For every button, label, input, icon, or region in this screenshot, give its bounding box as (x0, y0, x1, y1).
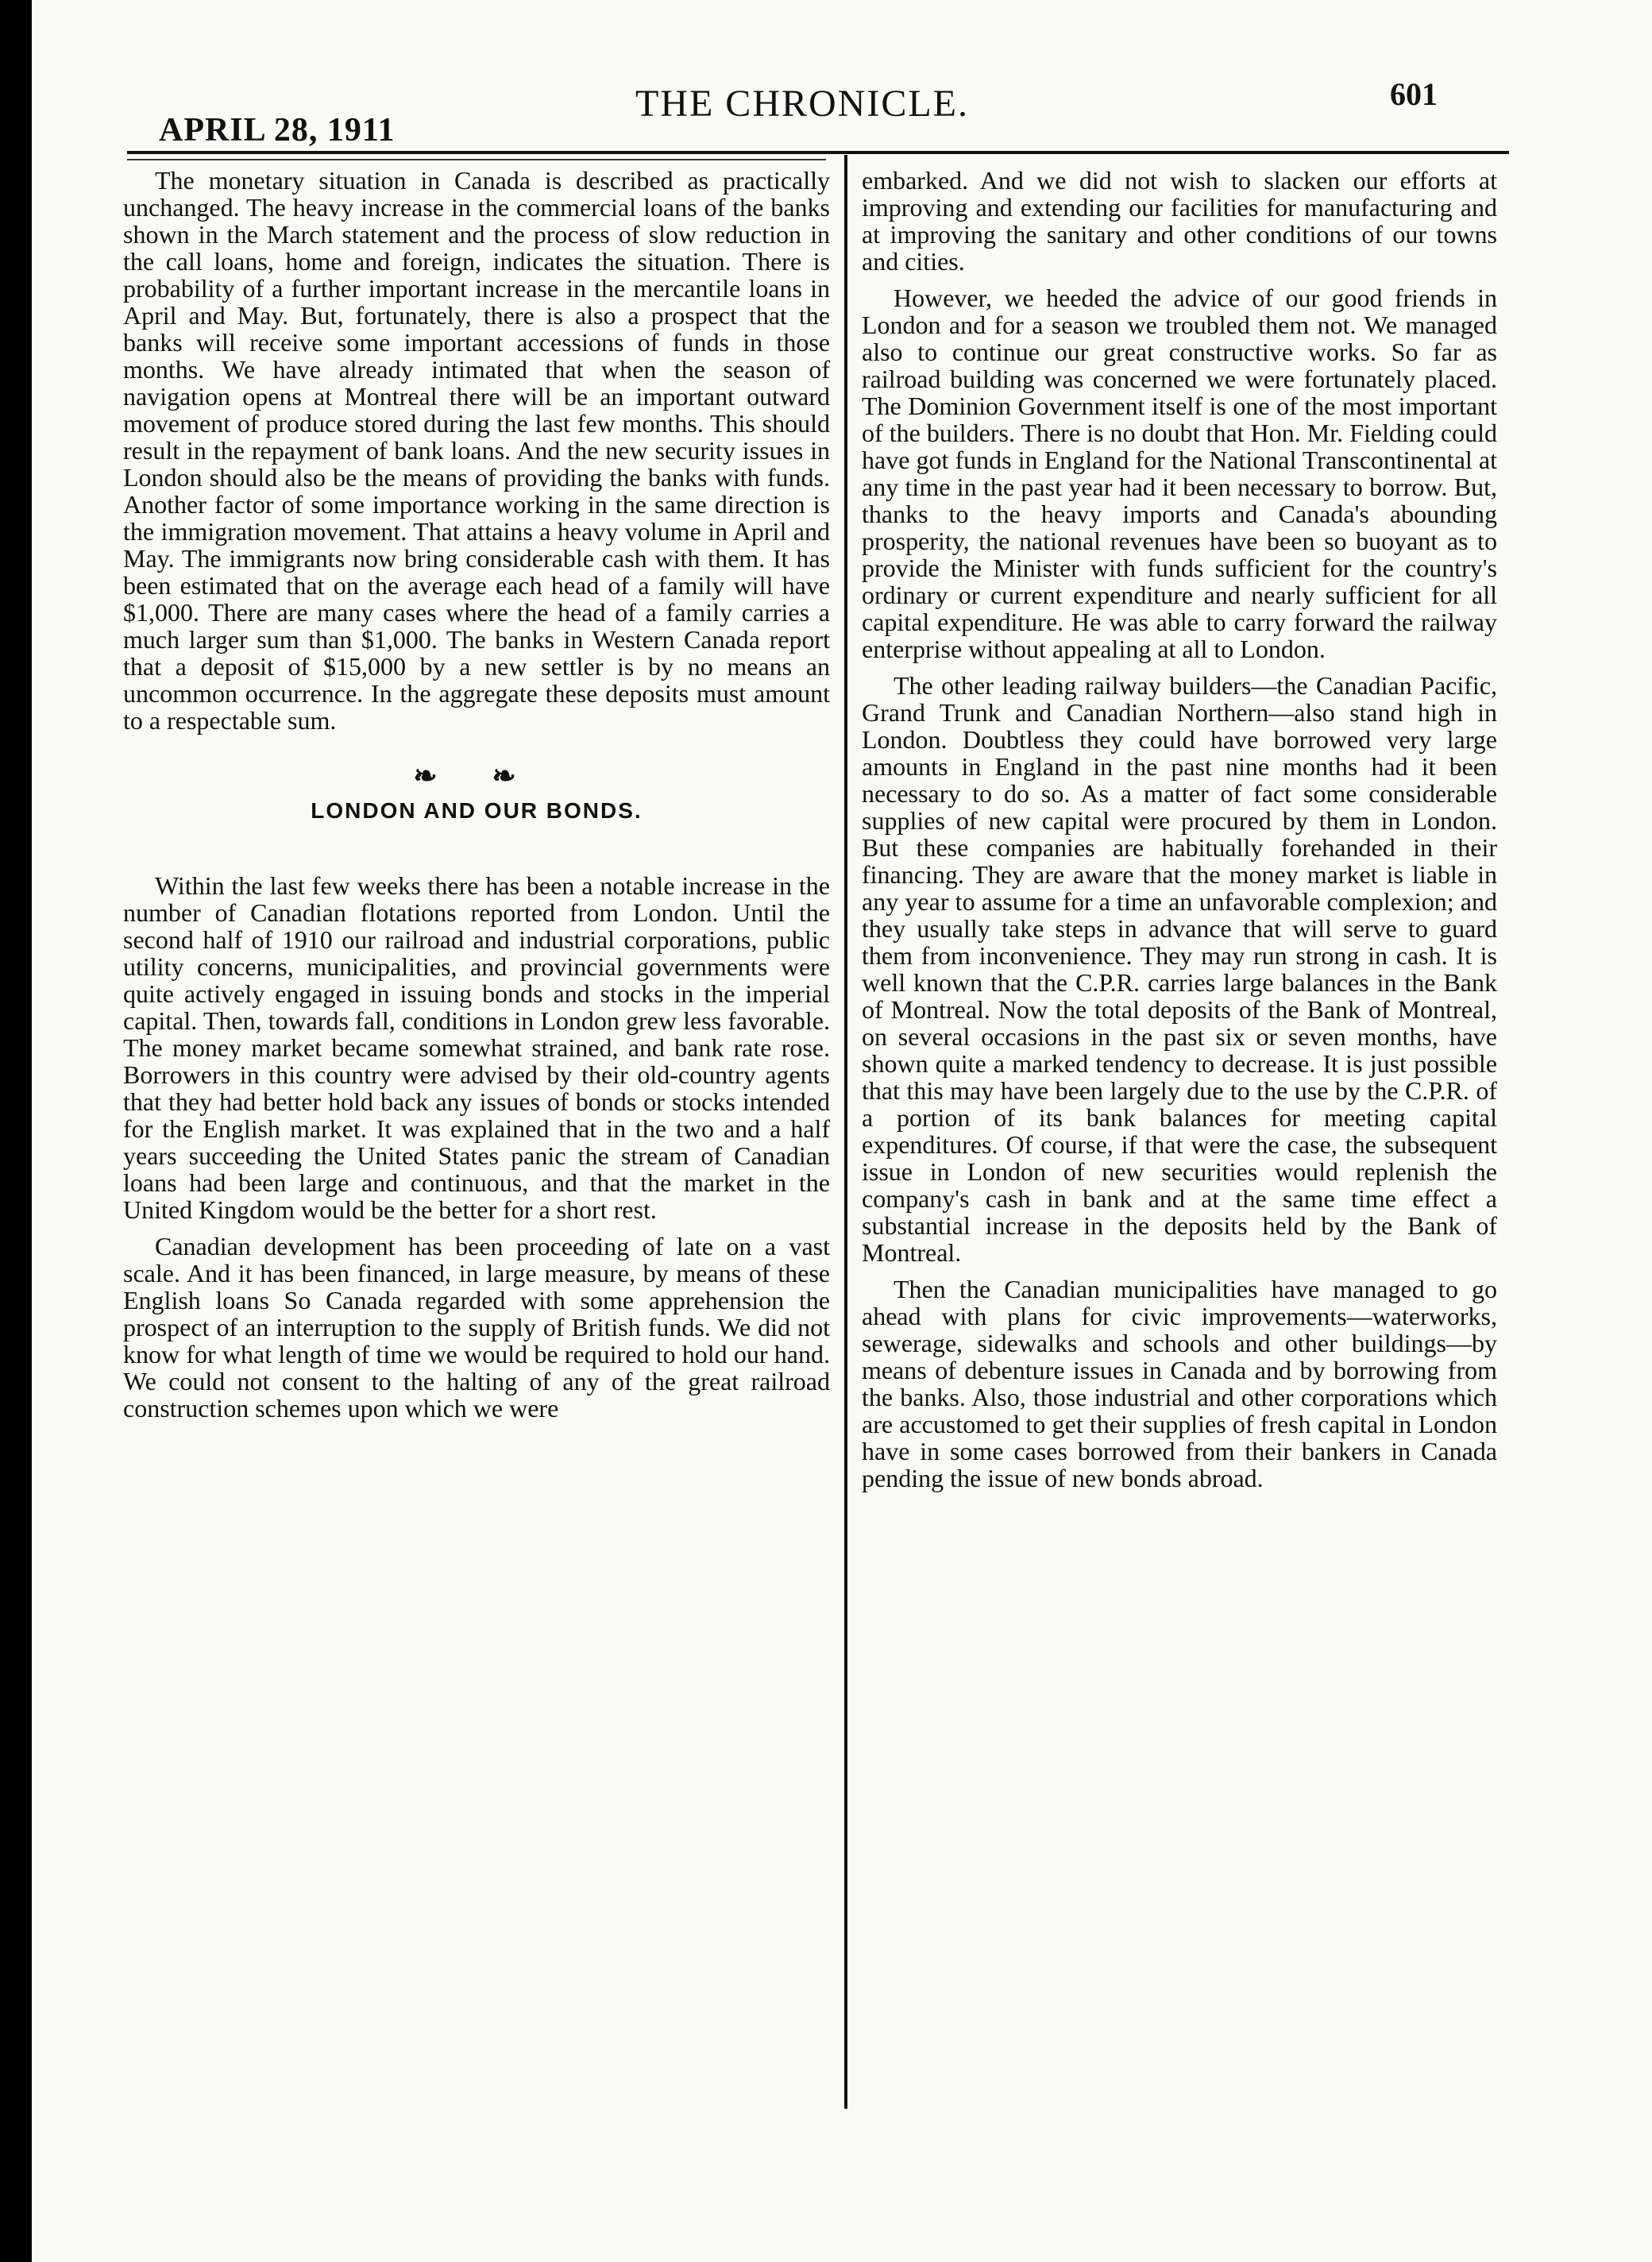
embarked-continuation-paragraph: embarked. And we did not wish to slacken our efforts at improving and extending our facilities for manufacturing and at improving the sanitary and other conditions of our towns and cities. (862, 166, 1497, 276)
right-column (862, 167, 1497, 1501)
publication-title: THE CHRONICLE. (635, 83, 969, 125)
newspaper-page (32, 0, 1652, 2262)
heeded-advice-paragraph: However, we heeded the advice of our good friends in London and for a season we troubled them not. We managed also to continue our great constructive works. So far as railroad building was concerned we were fortunately placed. The Dominion Government itself is one of the most important of the builders. There is no doubt that Hon. Mr. Fielding could have got funds in England for the National Transcontinental at any time in the past year had it been necessary to borrow. But, thanks to the heavy imports and Canada's abounding prosperity, the national revenues have been so buoyant as to provide the Minister with funds sufficient for the country's ordinary or current expenditure and nearly sufficient for all capital expenditure. He was able to carry forward the railway enterprise without appealing at all to London. (862, 284, 1497, 663)
development-paragraph: Canadian development has been proceeding of late on a vast scale. And it has been financed, in large measure, by means of these English loans So Canada regarded with some apprehension the prospect of an interruption to the supply of British funds. We did not know for what length of time we would be required to hold our hand. We could not consent to the halting of any of the great railroad construction schemes upon which we were (123, 1232, 830, 1422)
page-number: 601 (1390, 76, 1438, 112)
header-rule (127, 151, 1509, 154)
issue-date: APRIL 28, 1911 (159, 112, 396, 149)
monetary-situation-paragraph: The monetary situation in Canada is described as practically unchanged. The heavy increase in the commercial loans of the banks shown in the March statement and the process of slow reduction in the call loans, home and foreign, indicates the situation. There is probability of a further important increase in the mercantile loans in April and May. But, fortunately, there is also a prospect that the banks will receive some important accessions of funds in those months. We have already intimated that when the season of navigation opens at Montreal there will be an important outward movement of produce stored during the last few months. This should result in the repayment of bank loans. And the new security issues in London should also be the means of providing the banks with funds. Another factor of some importance working in the same direction is the immigration movement. That attains a heavy volume in April and May. The immigrants now bring considerable cash with them. It has been estimated that on the average each head of a family will have $1,000. There are many cases where the head of a family carries a much larger sum than $1,000. The banks in Western Canada report that a deposit of $15,000 by a new settler is by no means an uncommon occurrence. In the aggregate these deposits must amount to a respectable sum. (123, 166, 830, 735)
section-ornament: ❧ ❧ (413, 760, 540, 792)
column-divider (844, 155, 847, 2109)
page-header (127, 75, 1446, 163)
flotations-paragraph: Within the last few weeks there has been a notable increase in the number of Canadian flotations reported from London. Until the second half of 1910 our railroad and industrial corporations, public utility concerns, municipalities, and provincial governments were quite actively engaged in issuing bonds and stocks in the imperial capital. Then, towards fall, conditions in London grew less favorable. The money market became somewhat strained, and bank rate rose. Borrowers in this country were advised by their old-country agents that they had better hold back any issues of bonds or stocks intended for the English market. It was explained that in the two and a half years succeeding the United States panic the stream of Canadian loans had been large and continuous, and that the market in the United Kingdom would be the better for a short rest. (123, 871, 830, 1224)
municipalities-paragraph: Then the Canadian municipalities have managed to go ahead with plans for civic improvements—waterworks, sewerage, sidewalks and schools and other buildings—by means of debenture issues in Canada and by borrowing from the banks. Also, those industrial and other corporations which are accustomed to get their supplies of fresh capital in London have in some cases borrowed from their bankers in Canada pending the issue of new bonds abroad. (862, 1275, 1497, 1492)
section-heading: LONDON AND OUR BONDS. (311, 798, 643, 823)
left-column (123, 167, 830, 1431)
header-rule-secondary (127, 159, 826, 160)
railway-builders-paragraph: The other leading railway builders—the Canadian Pacific, Grand Trunk and Canadian Northern—also stand high in London. Doubtless they could have borrowed very large amounts in England in the past nine months had it been necessary to do so. As a matter of fact some considerable supplies of new capital were procured by them in London. But these companies are habitually forehanded in their financing. They are aware that the money market is liable in any year to assume for a time an unfavorable complexion; and they usually take steps in advance that will serve to guard them from inconvenience. They may run strong in cash. It is well known that the C.P.R. carries large balances in the Bank of Montreal. Now the total deposits of the Bank of Montreal, on several occasions in the past six or seven months, have shown quite a marked tendency to decrease. It is just possible that this may have been largely due to the use by the C.P.R. of a portion of its bank balances for meeting capital expenditures. Of course, if that were the case, the subsequent issue in London of new securities would replenish the company's cash in bank and at the same time effect a substantial increase in the deposits held by the Bank of Montreal. (862, 671, 1497, 1267)
